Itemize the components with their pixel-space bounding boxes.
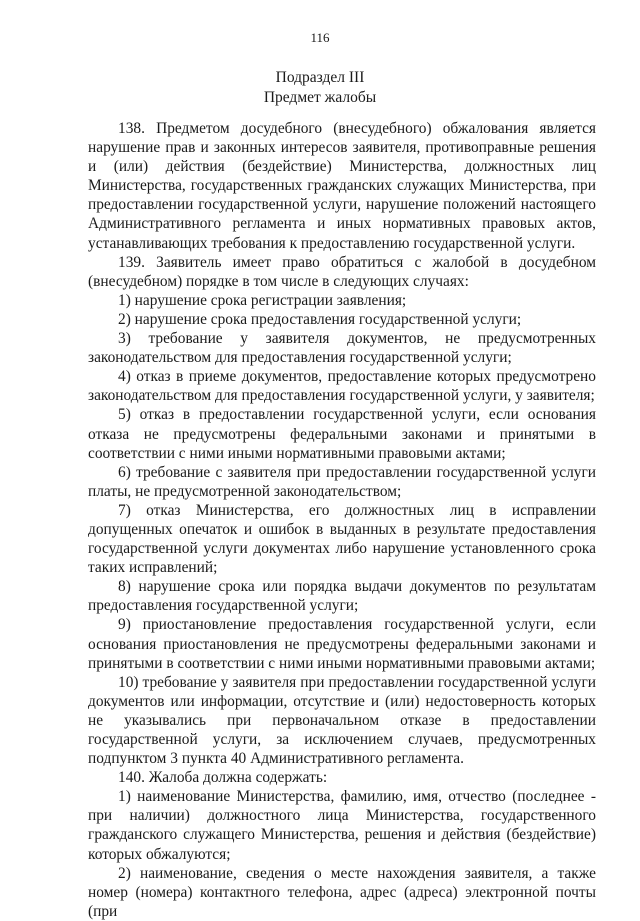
list-item-139-5: 5) отказ в предоставлении государственной услуги, если основания отказа не предусмотрены федеральными законами и принятыми в соответствии с ними иными нормативными правовыми актами; <box>88 406 596 462</box>
list-item-139-3: 3) требование у заявителя документов, не предусмотренных законодательством для предоставления государственной услуги; <box>88 330 596 367</box>
page-number: 116 <box>310 30 330 45</box>
list-item-139-1: 1) нарушение срока регистрации заявления; <box>118 291 407 309</box>
paragraph-138: 138. Предметом досудебного (внесудебного) обжалования является нарушение прав и законных интересов заявителя, противоправные решения и (или) действия (бездействие) Министерства, должностных лиц Министерства, государственных гражданских служащих Министерства, при предоставлении государственной услуги, нарушение положений настоящего Административного регламента и иных нормативных правовых актов, устанавливающих требования к предоставлению государственной услуги. <box>88 120 596 252</box>
subsection-subtitle: Предмет жалобы <box>263 89 377 106</box>
subsection-title: Подраздел III <box>275 69 365 86</box>
list-item-140-1: 1) наименование Министерства, фамилию, имя, отчество (последнее - при наличии) должностного лица Министерства, государственного гражданского служащего Министерства, решения и действия (бездействие) которых обжалуются; <box>88 788 596 863</box>
paragraph-139: 139. Заявитель имеет право обратиться с жалобой в досудебном (внесудебном) порядке в том числе в следующих случаях: <box>88 253 596 290</box>
list-item-139-4: 4) отказ в приеме документов, предоставление которых предусмотрено законодательством для предоставления государственной услуги, у заявителя; <box>88 368 596 405</box>
document-body <box>88 119 596 921</box>
list-item-139-2: 2) нарушение срока предоставления государственной услуги; <box>118 310 522 328</box>
list-item-140-2: 2) наименование, сведения о месте нахождения заявителя, а также номер (номера) контактного телефона, адрес (адреса) электронной почты (при <box>88 864 596 920</box>
list-item-139-10: 10) требование у заявителя при предоставлении государственной услуги документов или информации, отсутствие и (или) недостоверность которых не указывались при первоначальном отказе в предоставлении государственной услуги, за исключением случаев, предусмотренных подпунктом 3 пункта 40 Административного регламента. <box>88 673 596 768</box>
list-item-139-6: 6) требование с заявителя при предоставлении государственной услуги платы, не предусмотренной законодательством; <box>88 463 596 500</box>
paragraph-140: 140. Жалоба должна содержать: <box>118 769 328 787</box>
list-item-139-7: 7) отказ Министерства, его должностных лиц в исправлении допущенных опечаток и ошибок в выданных в результате предоставления государственной услуги документах либо нарушение установленного срока таких исправлений; <box>88 501 596 577</box>
list-item-139-8: 8) нарушение срока или порядка выдачи документов по результатам предоставления государственной услуги; <box>88 578 596 615</box>
list-item-139-9: 9) приостановление предоставления государственной услуги, если основания приостановления не предусмотрены федеральными законами и принятыми в соответствии с ними иными нормативными правовыми актами; <box>88 616 596 672</box>
